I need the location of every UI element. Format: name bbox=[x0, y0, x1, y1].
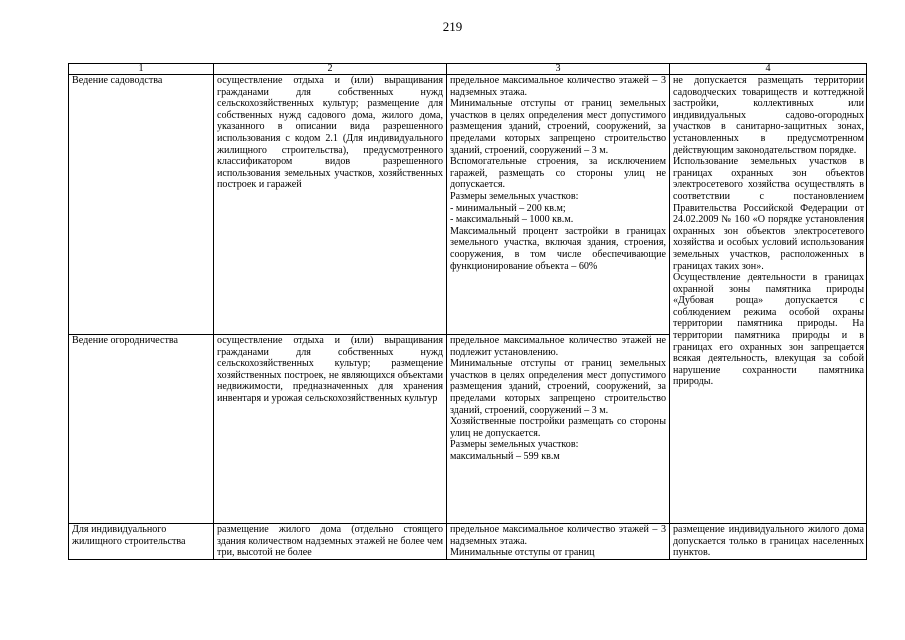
column-header-4: 4 bbox=[670, 64, 867, 75]
restriction-paragraph: Использование земельных участков в границах охранных зон объектов электросетевого хозяйства осуществлять в соответствии с постановлением Правительства Российской Федерации от 24.02.2009 № 160 «О порядке установления охранных зон объектов электросетевого хозяйства и особых условий использования земельных участков, расположенных в границах таких зон». bbox=[673, 156, 864, 272]
column-header-1: 1 bbox=[69, 64, 214, 75]
table-row bbox=[69, 75, 867, 335]
use-description-cell: размещение жилого дома (отдельно стоящего здания количеством надземных этажей не более чем три, высотой не более bbox=[214, 524, 447, 560]
use-name-cell: Ведение огородничества bbox=[69, 335, 214, 524]
parameter-line: Вспомогательные строения, за исключением гаражей, размещать со стороны улиц не допускается. bbox=[450, 156, 666, 191]
use-description-cell: осуществление отдыха и (или) выращивания гражданами для собственных нужд сельскохозяйственных культур; размещение для собственных нужд садового дома, жилого дома, указанного в описании вида разрешенного использования с кодом 2.1 (Для индивидуального жилищного строительства), предусмотренного классификатором видов разрешенного использования земельных участков, хозяйственных построек и гаражей bbox=[214, 75, 447, 335]
table-header-row bbox=[69, 64, 867, 75]
parameter-line: Минимальные отступы от границ земельных участков в целях определения мест допустимого размещения зданий, строений, сооружений, за пределами которых запрещено строительство зданий, строений, сооружений – 3 м. bbox=[450, 98, 666, 156]
column-header-3: 3 bbox=[447, 64, 670, 75]
parameters-cell bbox=[447, 75, 670, 335]
use-description-cell: осуществление отдыха и (или) выращивания гражданами для собственных нужд сельскохозяйственных культур; размещение хозяйственных построек, не являющихся объектами недвижимости, предназначенных для хранения инвентаря и урожая сельскохозяйственных культур bbox=[214, 335, 447, 524]
parameter-line: предельное максимальное количество этажей – 3 надземных этажа. bbox=[450, 524, 666, 547]
use-name-cell: Ведение садоводства bbox=[69, 75, 214, 335]
restrictions-merged-cell bbox=[670, 75, 867, 524]
parameter-line: предельное максимальное количество этажей не подлежит установлению. bbox=[450, 335, 666, 358]
parameter-line: - минимальный – 200 кв.м; bbox=[450, 202, 566, 214]
parameters-cell bbox=[447, 524, 670, 560]
zoning-regulations-table bbox=[68, 63, 867, 560]
parameter-line: Размеры земельных участков: bbox=[450, 439, 579, 451]
restrictions-cell: размещение индивидуального жилого дома допускается только в границах населенных пунктов. bbox=[670, 524, 867, 560]
column-header-2: 2 bbox=[214, 64, 447, 75]
use-name-cell: Для индивидуального жилищного строительства bbox=[69, 524, 214, 560]
parameters-cell bbox=[447, 335, 670, 524]
restriction-paragraph: не допускается размещать территории садоводческих товариществ и коттеджной застройки, коллективных или индивидуальных садово-огородных участков в санитарно-защитных зонах, установленных в предусмотренном действующим законодательством порядке. bbox=[673, 75, 864, 156]
parameter-line: максимальный – 599 кв.м bbox=[450, 450, 560, 462]
parameter-line: Размеры земельных участков: bbox=[450, 190, 579, 202]
restriction-paragraph: Осуществление деятельности в границах охранной зоны памятника природы «Дубовая роща» допускается с соблюдением режима особой охраны территории памятника природы. На территории памятника природы и в границах его охранных зон запрещается всякая деятельность, влекущая за собой нарушение сохранности памятника природы. bbox=[673, 272, 864, 388]
parameter-line: предельное максимальное количество этажей – 3 надземных этажа. bbox=[450, 75, 666, 98]
parameter-line: - максимальный – 1000 кв.м. bbox=[450, 214, 574, 226]
parameter-line: Минимальные отступы от границ земельных участков в целях определения мест допустимого размещения зданий, строений, сооружений, за пределами которых запрещено строительство зданий, строений, сооружений – 3 м. bbox=[450, 358, 666, 416]
table-row bbox=[69, 524, 867, 560]
parameter-line: Минимальные отступы от границ bbox=[450, 547, 595, 559]
parameter-line: Хозяйственные постройки размещать со стороны улиц не допускается. bbox=[450, 416, 666, 439]
page-number: 219 bbox=[442, 19, 463, 34]
parameter-line: Максимальный процент застройки в границах земельного участка, включая здания, строения, сооружения, в том числе обеспечивающие функционирование объекта – 60% bbox=[450, 225, 666, 272]
